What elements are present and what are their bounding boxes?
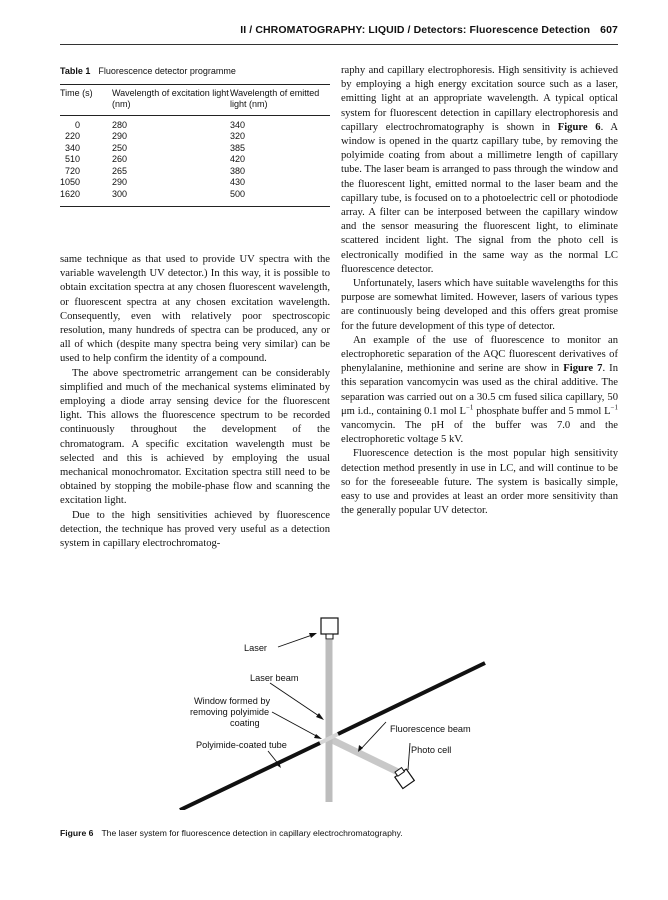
table-header-row	[60, 85, 330, 115]
cell-time: 510	[64, 154, 80, 164]
table-row	[60, 120, 330, 132]
table-row	[60, 131, 330, 143]
cell-emitted: 320	[230, 131, 246, 141]
cell-excitation: 260	[112, 154, 128, 164]
cell-time: 220	[64, 131, 80, 141]
left-column	[60, 253, 330, 551]
table-caption	[60, 66, 330, 78]
cell-emitted: 430	[230, 177, 246, 187]
figure-caption	[60, 828, 620, 838]
figure-7-ref: Figure 7	[563, 363, 603, 375]
cell-emitted: 500	[230, 188, 246, 199]
cell-time: 1620	[60, 188, 81, 199]
label-leaders	[268, 634, 410, 770]
fluorescence-beam-line	[328, 738, 398, 772]
cell-excitation: 290	[112, 177, 128, 187]
cell-excitation: 280	[112, 119, 128, 130]
table-row	[60, 189, 330, 201]
cell-excitation: 290	[112, 131, 128, 141]
table-caption-text: Fluorescence detector programme	[98, 66, 236, 76]
left-paragraph-3: Due to the high sensitivities achieved by fluorescence detection, the technique has proved very useful as a detection system in capillary electrochromatog-	[60, 509, 330, 550]
table-row	[60, 143, 330, 155]
right-paragraph-4: Fluorescence detection is the most popular high sensitivity detection method presently in use in LC, and will continue to be so for the foreseeable future. The system is basically simple, easy to use and provides at least an order more sensitivity than the generally popular UV detector.	[341, 448, 618, 517]
label-window-1: Window formed by	[194, 696, 271, 706]
figure-6-ref: Figure 6	[557, 121, 601, 133]
left-paragraph-2: The above spectrometric arrangement can be considerably simplified and much of the mechanical systems eliminated by employing a diode array sensing device for the fluorescent light. This allows the fluorescence spectrum to be recorded continuously throughout the development of the chromatogram. A specific excitation wavelength must be selected and this is achieved by employing the usual mechanical monochromator. Excitation spectra still need to be obtained by stopping the mobile-phase flow and scanning the excitation light.	[60, 367, 330, 507]
right-column	[341, 64, 618, 519]
cell-time: 0	[74, 119, 80, 130]
table-row	[60, 154, 330, 166]
figure-label: Figure 6	[60, 828, 94, 838]
capillary-tube-lower	[180, 743, 320, 810]
cell-emitted: 380	[230, 165, 246, 176]
table-row	[60, 177, 330, 189]
table-row	[60, 166, 330, 178]
figure-6	[160, 610, 520, 810]
right-paragraph-1: raphy and capillary electrophoresis. High sensitivity is achieved by employing a high energy excitation source such as a laser, emitting light at an appropriate wavelength. A typical optical system for fluorescent detection in capillary electrophoresis and capillary electrochromatography is shown in Figure 6. A window is opened in the quartz capillary tube, by removing the polyimide coating from about a millimetre length of capillary tube. The laser beam is arranged to pass through the window and the fluorescent light, emitted normal to the laser beam and the capillary tube, is focused on to a photoelectric cell or photodiode array. A filter can be interposed between the capillary window and the sensor measuring the fluorescent light, to eliminate scattered incident light. The signal from the photo cell is electronically modified in the same way as the normal LC fluorescence detector.	[341, 65, 618, 275]
label-fluorescence-beam: Fluorescence beam	[390, 724, 471, 734]
running-header	[240, 24, 618, 36]
cell-emitted: 385	[230, 142, 246, 153]
table-1	[60, 66, 330, 207]
cell-emitted: 420	[230, 154, 246, 164]
cell-excitation: 265	[112, 165, 128, 176]
cell-time: 1050	[60, 177, 81, 187]
cell-time: 340	[64, 142, 80, 153]
col-header-emitted: Wavelength of emitted light (nm)	[230, 87, 320, 109]
left-paragraph-1: same technique as that used to provide UV spectra with the variable wavelength UV detector.) In this way, it is possible to obtain excitation spectra at any chosen fluorescent wavelength, or fluorescent spectra at any chosen excitation wavelength. Consequently, even with relatively poor spectroscopic resolution, many hundreds of spectra can be produced, any or all of which (despite many spectra being very similar) can be used to help confirm the identity of a compound.	[60, 254, 330, 365]
label-laser: Laser	[244, 643, 267, 653]
right-paragraph-3: An example of the use of fluorescence to monitor an electrophoretic separation of the AQC fluorescent derivatives of phenylalanine, methionine and serine are show in Figure 7. In this separation vancomycin was used as the chiral additive. The separation was carried out on a 30.5 cm fused silica capillary, 50 μm i.d., containing 0.1 mol $L^{-1}$ phosphate buffer and 5 mmol $L^{-1}$ vancomycin. The pH of the buffer was 7.0 and the electrophoretic voltage 5 kV.	[341, 334, 619, 446]
col-header-excitation: Wavelength of excitation light (nm)	[112, 87, 229, 109]
cell-emitted: 340	[230, 119, 246, 130]
page-number: 607	[600, 24, 618, 36]
label-window-3: coating	[230, 718, 260, 728]
table-label: Table 1	[60, 66, 91, 76]
running-title: II / CHROMATOGRAPHY: LIQUID / Detectors: Fluorescence Detection	[240, 24, 591, 36]
label-tube: Polyimide-coated tube	[196, 740, 287, 750]
label-window-2: removing polyimide	[190, 707, 270, 717]
table-body	[60, 116, 330, 207]
right-paragraph-2: Unfortunately, lasers which have suitable wavelengths for this purpose are somewhat limited. However, lasers of various types are continuously being developed and this offers great promise for the future development of this type of detector.	[341, 278, 618, 332]
figure-caption-text: The laser system for fluorescence detection in capillary electrochromatography.	[101, 828, 403, 838]
cell-excitation: 300	[112, 188, 128, 199]
cell-time: 720	[64, 165, 80, 176]
cell-excitation: 250	[112, 142, 128, 153]
label-photo-cell: Photo cell	[411, 745, 452, 755]
header-rule	[60, 44, 618, 45]
col-header-time: Time (s)	[60, 87, 93, 98]
table-bottom-rule	[60, 206, 330, 207]
laser-icon	[321, 618, 338, 639]
label-laser-beam: Laser beam	[250, 673, 299, 683]
